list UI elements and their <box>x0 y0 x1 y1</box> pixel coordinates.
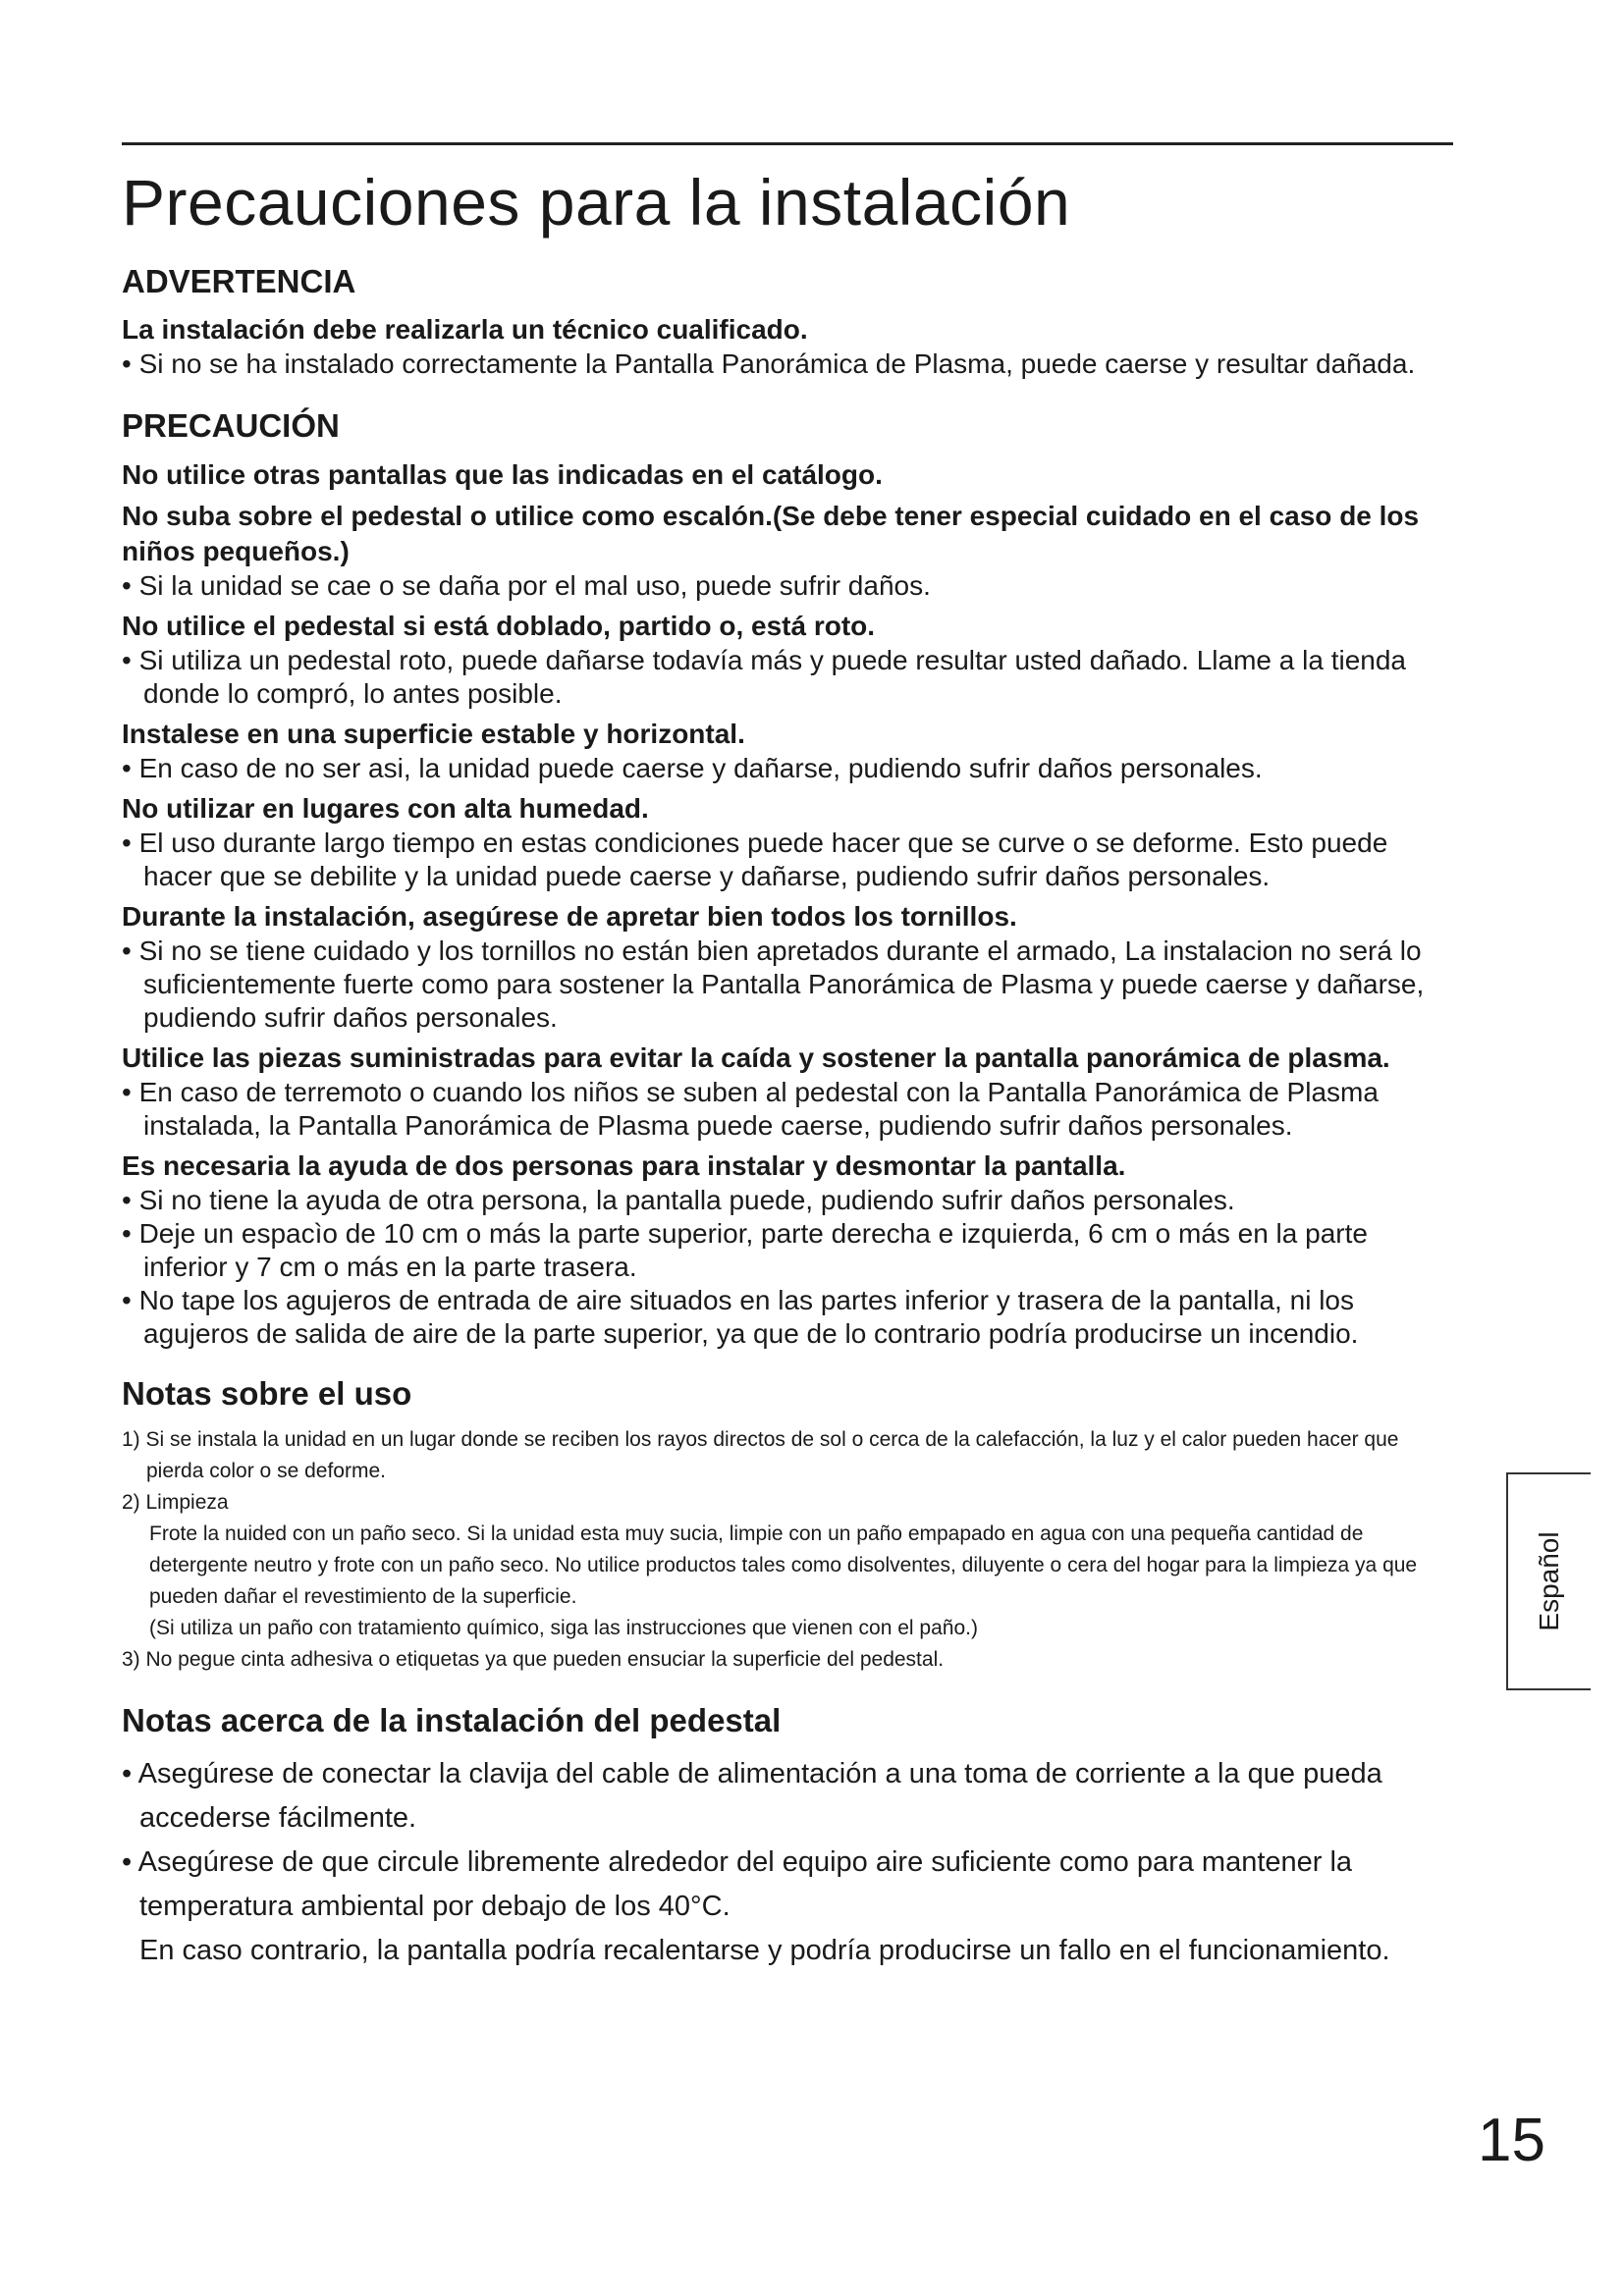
stand-note-continuation: En caso contrario, la pantalla podría recalentarse y podría producirse un fallo en el funcionamiento. <box>139 1934 1390 1966</box>
page-number: 15 <box>1478 2107 1545 2174</box>
caution-bullet: • En caso de no ser asi, la unidad puede caerse y dañarse, pudiendo sufrir daños personales. <box>122 752 1263 783</box>
usage-note-1: 1) Si se instala la unidad en un lugar donde se reciben los rayos directos de sol o cerca de la calefacción, la luz y el calor pueden hacer que pierda color o se deforme. <box>122 1428 1399 1483</box>
language-side-tab <box>1506 1472 1591 1690</box>
page-title: Precauciones para la instalación <box>122 166 1071 239</box>
page-content <box>122 167 1457 1973</box>
usage-note-2-text: Frote la nuided con un paño seco. Si la unidad esta muy sucia, limpie con un paño empapado en agua con una pequeña cantidad de detergente neutro y frote con un paño seco. No utilice productos tales como disolventes, diluyente o cera del hogar para la limpieza ya que pueden dañar el revestimiento de la superficie. <box>149 1522 1418 1609</box>
caution-heading: PRECAUCIÓN <box>122 407 340 445</box>
warning-bullet: • Si no se ha instalado correctamente la Pantalla Panorámica de Plasma, puede caerse y resultar dañada. <box>122 348 1416 380</box>
caution-lead: Es necesaria la ayuda de dos personas para instalar y desmontar la pantalla. <box>122 1149 1126 1181</box>
language-label: Español <box>1534 1531 1564 1631</box>
caution-bullet: • Si no se tiene cuidado y los tornillos no están bien apretados durante el armado, La instalacion no será lo suficientemente fuerte como para sostener la Pantalla Panorámica de Plasma y puede caerse y dañarse, pudiendo sufrir daños personales. <box>122 934 1425 1033</box>
usage-note-3: 3) No pegue cinta adhesiva o etiquetas ya que pueden ensuciar la superficie del pedestal. <box>122 1648 945 1672</box>
top-rule <box>122 142 1453 145</box>
caution-bullet: • Deje un espacìo de 10 cm o más la parte superior, parte derecha e izquierda, 6 cm o más en la parte inferior y 7 cm o más en la parte trasera. <box>122 1217 1368 1282</box>
usage-note-2-remark: (Si utiliza un paño con tratamiento químico, siga las instrucciones que vienen con el paño.) <box>149 1617 978 1640</box>
caution-lead: No suba sobre el pedestal o utilice como escalón.(Se debe tener especial cuidado en el caso de los niños pequeños.) <box>122 500 1420 566</box>
warning-lead: La instalación debe realizarla un técnico cualificado. <box>122 314 808 346</box>
stand-notes-heading: Notas acerca de la instalación del pedestal <box>122 1702 782 1739</box>
usage-notes-section <box>122 1374 1457 1677</box>
stand-note-bullet: • Asegúrese de que circule libremente alrededor del equipo aire suficiente como para mantener la temperatura ambiental por debajo de los 40°C. <box>122 1845 1353 1922</box>
caution-lead: Utilice las piezas suministradas para evitar la caída y sostener la pantalla panorámica de plasma. <box>122 1041 1390 1073</box>
usage-note-2-label: 2) Limpieza <box>122 1491 229 1515</box>
caution-bullet: • El uso durante largo tiempo en estas condiciones puede hacer que se curve o se deforme. Esto puede hacer que se debilite y la unidad puede caerse y dañarse, pudiendo sufrir daños personales. <box>122 827 1388 891</box>
stand-notes-section <box>122 1701 1457 1973</box>
usage-notes-heading: Notas sobre el uso <box>122 1374 412 1412</box>
caution-lead: Durante la instalación, asegúrese de apretar bien todos los tornillos. <box>122 900 1017 932</box>
caution-bullet: • Si utiliza un pedestal roto, puede dañarse todavía más y puede resultar usted dañado. Llame a la tienda donde lo compró, lo antes posible. <box>122 644 1406 709</box>
caution-lead: No utilice otras pantallas que las indicadas en el catálogo. <box>122 458 883 490</box>
caution-lead: Instalese en una superficie estable y horizontal. <box>122 718 745 749</box>
caution-bullet: • No tape los agujeros de entrada de aire situados en las partes inferior y trasera de la pantalla, ni los agujeros de salida de aire de la parte superior, ya que de lo contrario podría producirse un incendio. <box>122 1284 1359 1349</box>
caution-lead: No utilice el pedestal si está doblado, partido o, está roto. <box>122 610 876 641</box>
caution-bullet: • En caso de terremoto o cuando los niños se suben al pedestal con la Pantalla Panorámica de Plasma instalada, la Pantalla Panorámica de Plasma puede caerse, pudiendo sufrir daños personales. <box>122 1076 1379 1141</box>
caution-bullet: • Si no tiene la ayuda de otra persona, la pantalla puede, pudiendo sufrir daños personales. <box>122 1184 1235 1215</box>
stand-note-bullet: • Asegúrese de conectar la clavija del cable de alimentación a una toma de corriente a la que pueda accederse fácilmente. <box>122 1757 1382 1834</box>
warning-heading: ADVERTENCIA <box>122 262 356 299</box>
caution-lead: No utilizar en lugares con alta humedad. <box>122 792 649 824</box>
caution-bullet: • Si la unidad se cae o se daña por el mal uso, puede sufrir daños. <box>122 569 931 601</box>
